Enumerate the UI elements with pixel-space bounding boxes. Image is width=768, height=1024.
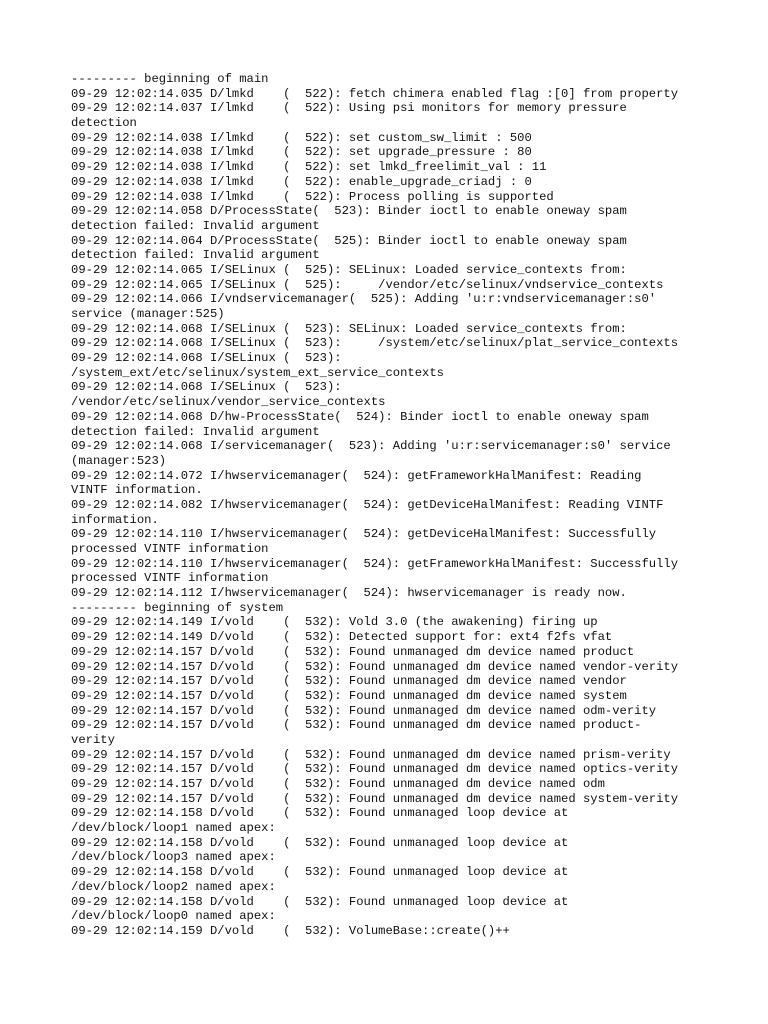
log-line: 09-29 12:02:14.149 I/vold ( 532): Vold 3.0 (the awakening) firing up bbox=[71, 615, 598, 630]
log-line: detection failed: Invalid argument bbox=[71, 248, 320, 263]
log-line: 09-29 12:02:14.068 D/hw-ProcessState( 524): Binder ioctl to enable oneway spam bbox=[71, 409, 649, 424]
log-line: 09-29 12:02:14.157 D/vold ( 532): Found unmanaged dm device named odm-verity bbox=[71, 703, 657, 718]
log-line: 09-29 12:02:14.157 D/vold ( 532): Found unmanaged dm device named system bbox=[71, 688, 627, 703]
log-document bbox=[71, 72, 751, 953]
log-line: 09-29 12:02:14.157 D/vold ( 532): Found unmanaged dm device named product bbox=[71, 644, 635, 659]
log-line: processed VINTF information bbox=[71, 542, 269, 556]
log-line: processed VINTF information bbox=[71, 571, 269, 586]
log-line: 09-29 12:02:14.037 I/lmkd ( 522): Using psi monitors for memory pressure bbox=[71, 101, 627, 116]
log-line: (manager:523) bbox=[71, 453, 167, 468]
log-line: 09-29 12:02:14.158 D/vold ( 532): Found unmanaged loop device at bbox=[71, 865, 569, 880]
log-line: 09-29 12:02:14.112 I/hwservicemanager( 524): hwservicemanager is ready now. bbox=[71, 586, 627, 601]
log-line: detection bbox=[71, 116, 137, 131]
log-line: 09-29 12:02:14.068 I/SELinux ( 523): bbox=[71, 351, 342, 366]
log-line: 09-29 12:02:14.068 I/SELinux ( 523): /system/etc/selinux/plat_service_contexts bbox=[71, 336, 679, 351]
log-line: 09-29 12:02:14.066 I/vndservicemanager( 525): Adding 'u:r:vndservicemanager:s0' bbox=[71, 292, 657, 307]
log-line: /system_ext/etc/selinux/system_ext_service_contexts bbox=[71, 365, 444, 380]
log-line: 09-29 12:02:14.157 D/vold ( 532): Found unmanaged dm device named vendor bbox=[71, 674, 627, 689]
log-line: 09-29 12:02:14.065 I/SELinux ( 525): /vendor/etc/selinux/vndservice_contexts bbox=[71, 277, 664, 292]
log-body bbox=[71, 72, 751, 953]
log-line: 09-29 12:02:14.072 I/hwservicemanager( 524): getFrameworkHalManifest: Reading bbox=[71, 468, 642, 483]
log-line: 09-29 12:02:14.038 I/lmkd ( 522): enable_upgrade_criadj : 0 bbox=[71, 174, 532, 189]
log-line: /dev/block/loop2 named apex: bbox=[71, 879, 276, 894]
log-line: 09-29 12:02:14.058 D/ProcessState( 523): Binder ioctl to enable oneway spam bbox=[71, 204, 627, 219]
log-line: 09-29 12:02:14.157 D/vold ( 532): Found unmanaged dm device named optics-verity bbox=[71, 762, 679, 777]
log-line: information. bbox=[71, 512, 159, 527]
log-line: 09-29 12:02:14.157 D/vold ( 532): Found unmanaged dm device named vendor-verity bbox=[71, 659, 679, 674]
log-line: --------- beginning of system bbox=[71, 600, 284, 615]
log-line: 09-29 12:02:14.038 I/lmkd ( 522): set lmkd_freelimit_val : 11 bbox=[71, 160, 547, 175]
log-line: 09-29 12:02:14.064 D/ProcessState( 525): Binder ioctl to enable oneway spam bbox=[71, 233, 627, 248]
log-line: /dev/block/loop1 named apex: bbox=[71, 821, 276, 836]
log-line: VINTF information. bbox=[71, 483, 203, 498]
log-line: 09-29 12:02:14.157 D/vold ( 532): Found unmanaged dm device named odm bbox=[71, 777, 605, 791]
log-line: 09-29 12:02:14.082 I/hwservicemanager( 524): getDeviceHalManifest: Reading VINTF bbox=[71, 497, 664, 512]
log-line: 09-29 12:02:14.065 I/SELinux ( 525): SELinux: Loaded service_contexts from: bbox=[71, 262, 627, 277]
log-line: --------- beginning of main bbox=[71, 72, 269, 86]
log-line: 09-29 12:02:14.158 D/vold ( 532): Found unmanaged loop device at bbox=[71, 835, 569, 850]
log-line: 09-29 12:02:14.149 D/vold ( 532): Detected support for: ext4 f2fs vfat bbox=[71, 630, 613, 645]
log-line: 09-29 12:02:14.158 D/vold ( 532): Found unmanaged loop device at bbox=[71, 894, 569, 909]
log-line: 09-29 12:02:14.159 D/vold ( 532): VolumeBase::create()++ bbox=[71, 923, 510, 938]
log-line: /dev/block/loop3 named apex: bbox=[71, 850, 276, 865]
log-line: /vendor/etc/selinux/vendor_service_contexts bbox=[71, 395, 386, 410]
log-line: 09-29 12:02:14.035 D/lmkd ( 522): fetch chimera enabled flag :[0] from property bbox=[71, 86, 679, 101]
log-line: 09-29 12:02:14.068 I/SELinux ( 523): SELinux: Loaded service_contexts from: bbox=[71, 321, 627, 336]
log-line: 09-29 12:02:14.157 D/vold ( 532): Found unmanaged dm device named product- bbox=[71, 718, 642, 733]
log-line: 09-29 12:02:14.038 I/lmkd ( 522): set custom_sw_limit : 500 bbox=[71, 130, 532, 145]
log-line: 09-29 12:02:14.157 D/vold ( 532): Found unmanaged dm device named prism-verity bbox=[71, 747, 671, 762]
log-line: 09-29 12:02:14.110 I/hwservicemanager( 524): getFrameworkHalManifest: Successfully bbox=[71, 556, 679, 571]
log-line: 09-29 12:02:14.038 I/lmkd ( 522): set upgrade_pressure : 80 bbox=[71, 145, 532, 160]
log-line: detection failed: Invalid argument bbox=[71, 424, 320, 439]
log-line: /dev/block/loop0 named apex: bbox=[71, 909, 276, 924]
log-line bbox=[71, 939, 751, 954]
log-line: service (manager:525) bbox=[71, 307, 225, 321]
log-line: 09-29 12:02:14.068 I/SELinux ( 523): bbox=[71, 380, 342, 395]
log-line: detection failed: Invalid argument bbox=[71, 218, 320, 233]
log-line: 09-29 12:02:14.068 I/servicemanager( 523): Adding 'u:r:servicemanager:s0' service bbox=[71, 439, 671, 454]
log-line: 09-29 12:02:14.157 D/vold ( 532): Found unmanaged dm device named system-verity bbox=[71, 791, 679, 806]
log-line: 09-29 12:02:14.110 I/hwservicemanager( 524): getDeviceHalManifest: Successfully bbox=[71, 527, 657, 542]
log-line: 09-29 12:02:14.038 I/lmkd ( 522): Process polling is supported bbox=[71, 189, 554, 204]
log-line: 09-29 12:02:14.158 D/vold ( 532): Found unmanaged loop device at bbox=[71, 806, 569, 821]
log-line: verity bbox=[71, 732, 115, 747]
